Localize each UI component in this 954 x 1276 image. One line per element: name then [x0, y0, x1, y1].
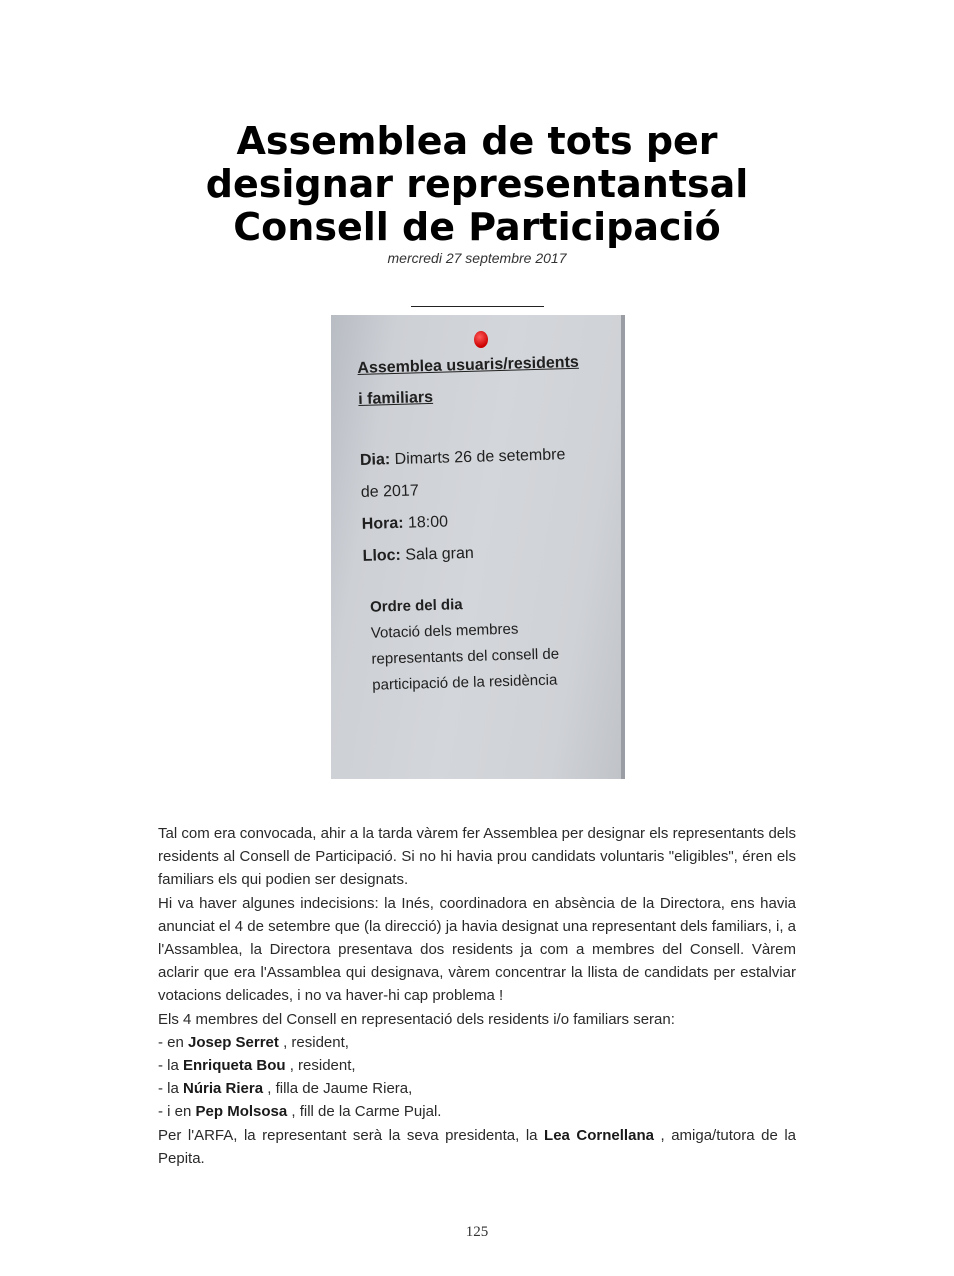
paragraph: Els 4 membres del Consell en representació dels residents i/o familiars seran:: [158, 1010, 675, 1028]
arfa-paragraph: Per l'ARFA, la representant serà la seva presidenta, la Lea Cornellana , amiga/tutora de la Pepita.: [158, 1126, 797, 1167]
member-name: Núria Riera: [183, 1080, 264, 1098]
notice-ordre-heading: Ordre del dia: [369, 596, 463, 616]
page-number: 125: [465, 1224, 489, 1240]
divider: [411, 306, 544, 307]
notice-ordre-line: representants del consell de: [371, 645, 560, 668]
member-item: - i en Pep Molsosa , fill de la Carme Pujal.: [158, 1103, 442, 1121]
page-title: [0, 120, 954, 249]
notice-dia: Dia: Dimarts 26 de setembre: [359, 446, 566, 469]
post-date: mercredi 27 septembre 2017: [387, 250, 567, 266]
notice-ordre-line: participació de la residència: [372, 671, 558, 694]
member-name: Josep Serret: [188, 1033, 279, 1051]
article-body: [158, 822, 796, 1170]
member-item: - en Josep Serret , resident,: [158, 1033, 349, 1051]
member-item: - la Núria Riera , filla de Jaume Riera,: [158, 1080, 413, 1098]
title-line: Consell de Participació: [233, 205, 721, 249]
title-line: Assemblea de tots per: [236, 119, 718, 163]
title-line: designar representantsal: [205, 162, 749, 206]
arfa-name: Lea Cornellana: [544, 1126, 654, 1144]
notice-text: [357, 346, 625, 699]
notice-hora: Hora: 18:00: [361, 513, 449, 533]
member-name: Enriqueta Bou: [183, 1057, 286, 1075]
pushpin-icon: [474, 331, 488, 348]
paragraph: Tal com era convocada, ahir a la tarda vàrem fer Assemblea per designar els representants dels residents al Consell de Participació. Si no hi havia prou candidats voluntaris "eligibles", éren els familiars els qui podien ser designats.: [158, 825, 796, 889]
notice-heading: Assemblea usuaris/residents: [357, 353, 580, 377]
member-name: Pep Molsosa: [195, 1103, 288, 1121]
notice-lloc: Lloc: Sala gran: [362, 544, 475, 565]
paragraph: Hi va haver algunes indecisions: la Inés, coordinadora en absència de la Directora, ens havia anunciat el 4 de setembre que (la direcció) ja havia designat una representant dels familiars, i, a l'Assamblea, la Directora presentava dos residents ja com a membres del Consell. Vàrem aclarir que era l'Assamblea qui designava, vàrem concentrar la llista de candidats per estalviar votacions delicades, i no va haver-hi cap problema !: [158, 894, 796, 1005]
notice-dia-cont: de 2017: [360, 482, 419, 501]
member-item: - la Enriqueta Bou , resident,: [158, 1057, 356, 1075]
notice-photo: [331, 315, 625, 779]
notice-heading: i familiars: [358, 388, 434, 408]
notice-ordre-line: Votació dels membres: [370, 620, 519, 642]
